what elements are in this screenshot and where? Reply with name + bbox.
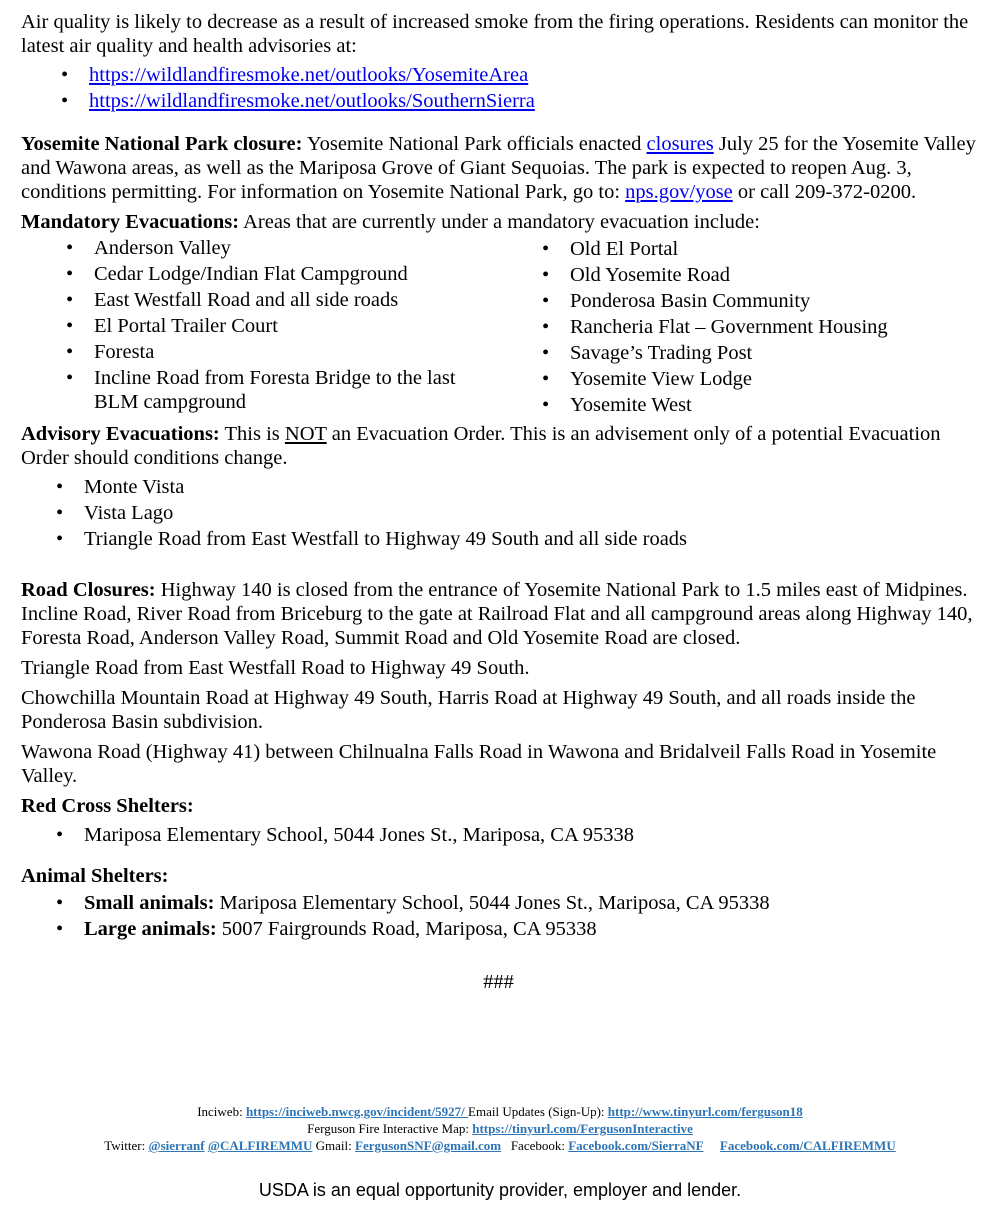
smoke-outlook-sierra-link[interactable]: https://wildlandfiresmoke.net/outlooks/SouthernSierra [89, 90, 535, 112]
nps-link[interactable]: nps.gov/yose [625, 181, 733, 203]
red-cross-heading: Red Cross Shelters: [21, 795, 194, 817]
end-marker: ### [483, 971, 514, 993]
list-item: • Old Yosemite Road [570, 262, 973, 288]
road-closures-p2: Triangle Road from East Westfall Road to Highway 49 South. [21, 657, 530, 679]
list-item: • East Westfall Road and all side roads [94, 288, 494, 312]
footer-line-2: Ferguson Fire Interactive Map: https://tinyurl.com/FergusonInteractive [307, 1121, 693, 1136]
advisory-list [84, 474, 976, 552]
contact-footer [0, 1103, 1000, 1154]
park-closure-heading: Yosemite National Park closure: [21, 133, 303, 155]
animal-shelters-list [84, 890, 976, 942]
email-updates-link[interactable]: http://www.tinyurl.com/ferguson18 [607, 1104, 803, 1119]
list-item [89, 62, 976, 88]
inciweb-link[interactable]: https://inciweb.nwcg.gov/incident/5927/ [245, 1104, 469, 1119]
smoke-outlook-yosemite-link[interactable]: https://wildlandfiresmoke.net/outlooks/YosemiteArea [89, 64, 529, 86]
advisory-heading: Advisory Evacuations: [21, 423, 220, 445]
park-closure-paragraph: Yosemite National Park closure: Yosemite National Park officials enacted closures July 25 for the Yosemite Valley and Wawona areas, as well as the Mariposa Grove of Giant Sequoias. The park is expected to reopen Aug. 3, conditions permitting. For information on Yosemite National Park, go to: nps.gov/yose or call 209-372-0200. [21, 133, 976, 203]
list-item: • Small animals: Mariposa Elementary School, 5044 Jones St., Mariposa, CA 95338 [84, 890, 976, 916]
document-page [21, 10, 976, 994]
list-item: • Yosemite West [570, 392, 973, 418]
twitter-sierranf-link[interactable]: @sierranf [148, 1138, 205, 1153]
not-emphasis: NOT [284, 423, 327, 445]
list-item: • Triangle Road from East Westfall to Highway 49 South and all side roads [84, 526, 976, 552]
list-item: • Savage’s Trading Post [570, 340, 973, 366]
footer-line-1: Inciweb: https://inciweb.nwcg.gov/incident/5927/ Email Updates (Sign-Up): http://www.tinyurl.com/ferguson18 [197, 1104, 803, 1119]
air-quality-paragraph: Air quality is likely to decrease as a result of increased smoke from the firing operations. Residents can monitor the latest air quality and health advisories at: [21, 11, 969, 57]
list-item: • Mariposa Elementary School, 5044 Jones St., Mariposa, CA 95338 [84, 822, 976, 848]
advisory-evacuations-paragraph: Advisory Evacuations: This is NOT an Evacuation Order. This is an advisement only of a potential Evacuation Order should conditions change. [21, 423, 941, 469]
list-item [89, 88, 976, 114]
facebook-sierranf-link[interactable]: Facebook.com/SierraNF [568, 1138, 704, 1153]
road-closures-p3: Chowchilla Mountain Road at Highway 49 South, Harris Road at Highway 49 South, and all roads inside the Ponderosa Basin subdivision. [21, 687, 916, 733]
list-item: • Rancheria Flat – Government Housing [570, 314, 973, 340]
twitter-calfire-link[interactable]: @CALFIREMMU [207, 1138, 313, 1153]
list-item: • Monte Vista [84, 474, 976, 500]
list-item: • Vista Lago [84, 500, 976, 526]
interactive-map-link[interactable]: https://tinyurl.com/FergusonInteractive [472, 1121, 693, 1136]
list-item: • Foresta [94, 340, 494, 364]
list-item: • Cedar Lodge/Indian Flat Campground [94, 262, 494, 286]
mandatory-evacuations-paragraph: Mandatory Evacuations: Areas that are currently under a mandatory evacuation include: [21, 211, 760, 233]
closures-link[interactable]: closures [646, 133, 714, 155]
list-item: • Yosemite View Lodge [570, 366, 973, 392]
red-cross-list [84, 822, 976, 848]
footer-line-3: Twitter: @sierranf @CALFIREMMU Gmail: FergusonSNF@gmail.com Facebook: Facebook.com/SierraNF Facebook.com/CALFIREMMU [104, 1138, 896, 1153]
animal-shelters-heading: Animal Shelters: [21, 865, 169, 887]
mandatory-evacuation-lists [21, 236, 976, 418]
list-item: • Large animals: 5007 Fairgrounds Road, Mariposa, CA 95338 [84, 916, 976, 942]
list-item: • Anderson Valley [94, 236, 494, 260]
road-closures-paragraph: Road Closures: Highway 140 is closed from the entrance of Yosemite National Park to 1.5 miles east of Midpines. Incline Road, River Road from Briceburg to the gate at Railroad Flat and all campground areas along Highway 140, Foresta Road, Anderson Valley Road, Summit Road and Old Yosemite Road are closed. [21, 579, 973, 649]
mandatory-list-left [21, 236, 497, 418]
usda-statement: USDA is an equal opportunity provider, employer and lender. [258, 1180, 742, 1200]
mandatory-heading: Mandatory Evacuations: [21, 211, 240, 233]
road-closures-heading: Road Closures: [21, 579, 156, 601]
list-item: • Incline Road from Foresta Bridge to the last BLM campground [94, 366, 494, 414]
facebook-calfire-link[interactable]: Facebook.com/CALFIREMMU [719, 1138, 896, 1153]
list-item: • Ponderosa Basin Community [570, 288, 973, 314]
air-quality-links [89, 62, 976, 114]
road-closures-p4: Wawona Road (Highway 41) between Chilnualna Falls Road in Wawona and Bridalveil Falls Road in Yosemite Valley. [21, 741, 937, 787]
list-item: • El Portal Trailer Court [94, 314, 494, 338]
gmail-link[interactable]: FergusonSNF@gmail.com [355, 1138, 502, 1153]
list-item: • Old El Portal [570, 236, 973, 262]
mandatory-list-right [497, 236, 973, 418]
